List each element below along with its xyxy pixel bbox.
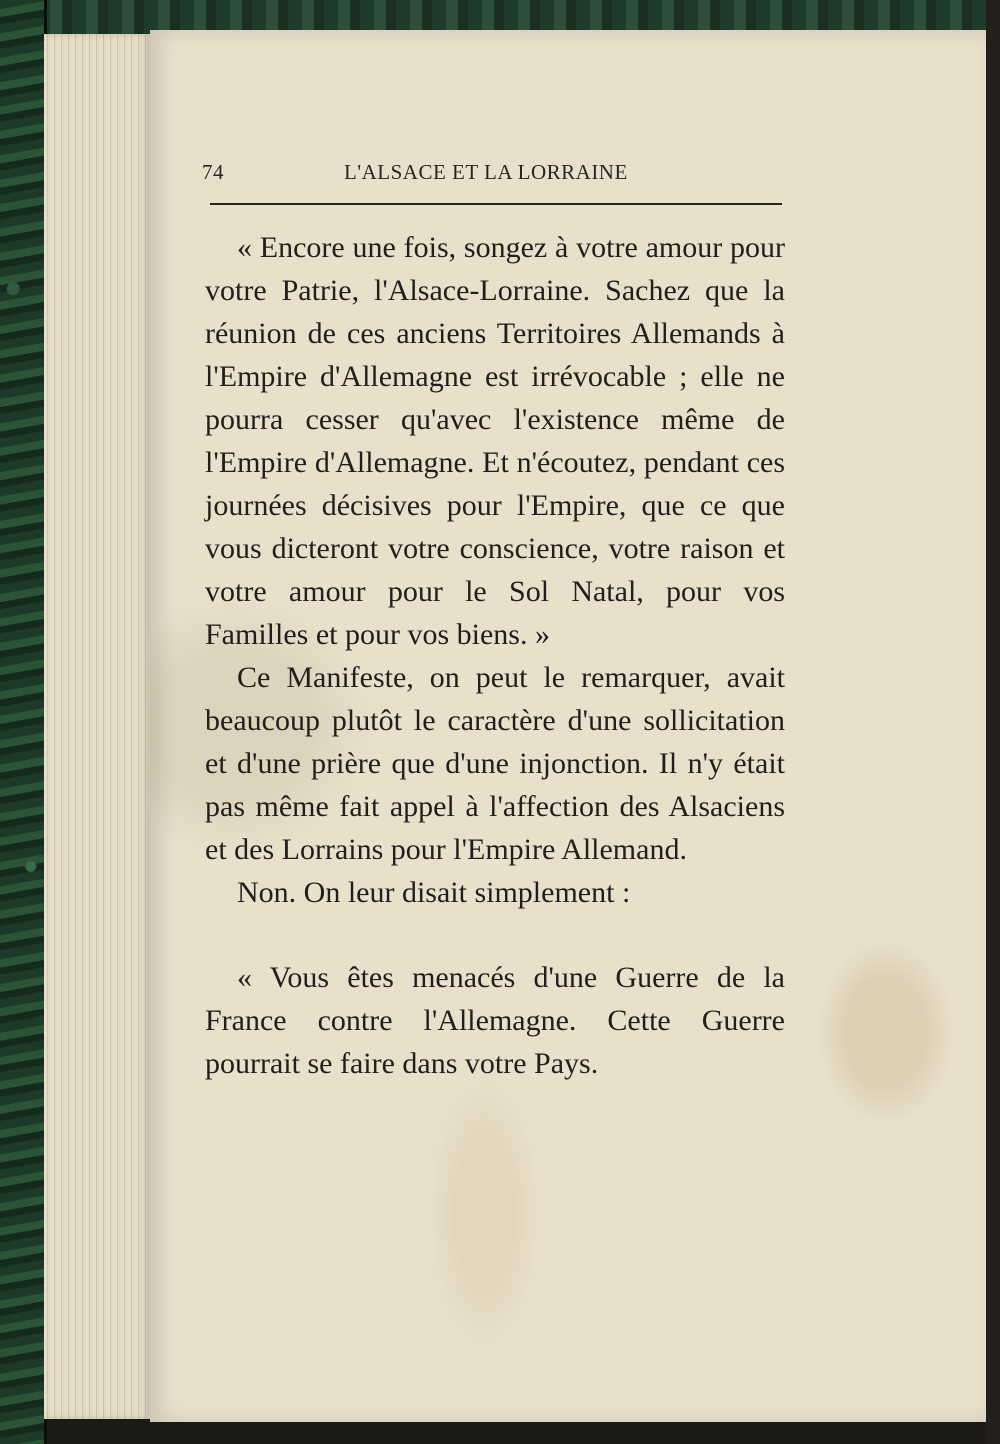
paragraph-manifeste: Ce Manifeste, on peut le remarquer, avait beaucoup plutôt le caractère d'une sollicitation et d'une prière que d'une injonction. Il n'y était pas même fait appel à l'affection des Alsaciens et des Lorrains pour l'Empire Allemand. <box>205 661 785 866</box>
page-number: 74 <box>202 160 224 184</box>
quote-paragraph-2: « Vous êtes menacés d'une Guerre de la France contre l'Allemagne. Cette Guerre pourrait se faire dans votre Pays. <box>205 961 785 1080</box>
paragraph-gap <box>205 914 785 956</box>
book-cover-left <box>0 0 47 1444</box>
book-cover-top <box>0 0 1000 34</box>
page-body <box>205 226 785 1085</box>
running-title: L'ALSACE ET LA LORRAINE <box>344 160 628 184</box>
paragraph-non: Non. On leur disait simplement : <box>237 876 631 909</box>
book-cover-right <box>986 0 1000 1444</box>
page-edges <box>44 34 152 1419</box>
header-rule <box>210 203 782 205</box>
quote-paragraph-1: « Encore une fois, songez à votre amour pour votre Patrie, l'Alsace-Lorraine. Sachez que la réunion de ces anciens Territoires Allemands à l'Empire d'Allemagne est irrévocable ; elle ne pourra cesser qu'avec l'existence même de l'Empire d'Allemagne. Et n'écoutez, pendant ces journées décisives pour l'Empire, que ce que vous dicteront votre conscience, votre raison et votre amour pour le Sol Natal, pour vos Familles et pour vos biens. » <box>205 231 785 651</box>
